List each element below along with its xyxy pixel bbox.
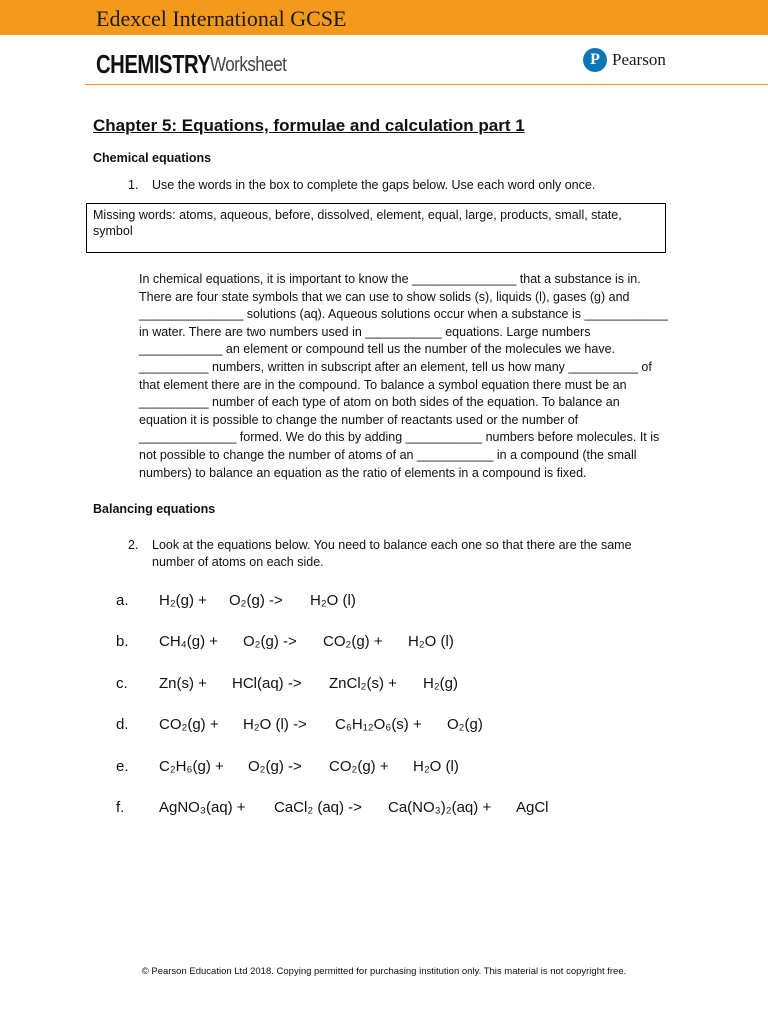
paragraph-line: equation it is possible to change the number of reactants used or the number of	[139, 412, 579, 427]
equation-term: ZnCl₂(s) +	[329, 675, 397, 692]
publisher-name: Pearson	[612, 50, 666, 69]
header-divider	[85, 84, 768, 85]
chapter-title: Chapter 5: Equations, formulae and calculation part 1	[93, 116, 525, 135]
equation-term: CO₂(g) +	[323, 633, 383, 650]
equation-term: O₂(g)	[447, 716, 483, 733]
equation-term: CO₂(g) +	[329, 758, 389, 775]
equation-term: C₂H₆(g) +	[159, 758, 224, 775]
pearson-logo-icon: P	[583, 48, 607, 72]
paragraph-line: that element there are in the compound. To balance a symbol equation there must be an	[139, 377, 627, 392]
paragraph-line: __________ numbers, written in subscript after an element, tell us how many __________ of	[139, 359, 652, 374]
equation-term: O₂(g) ->	[229, 592, 283, 609]
equation-term: H₂O (l)	[413, 758, 459, 775]
subject-title	[96, 49, 287, 80]
paragraph-line: in water. There are two numbers used in ___________ equations. Large numbers	[139, 324, 591, 339]
equation-term: O₂(g) ->	[243, 633, 297, 650]
section-heading-chemical-equations: Chemical equations	[93, 151, 212, 165]
question-number: 1.	[128, 178, 139, 192]
equation-term: Ca(NO₃)₂(aq) +	[388, 799, 492, 816]
header-bar	[0, 0, 768, 35]
equation-term: CH₄(g) +	[159, 633, 219, 650]
copyright-footer: © Pearson Education Ltd 2018. Copying permitted for purchasing institution only. This material is not copyright free.	[141, 966, 627, 977]
equation-term: H₂(g) +	[159, 592, 207, 609]
equation-label: d.	[116, 716, 129, 733]
missing-words-box: Missing words: atoms, aqueous, before, dissolved, element, equal, large, products, small, state, symbol	[86, 203, 666, 253]
question-text-line: number of atoms on each side.	[152, 555, 324, 569]
equation-term: H₂(g)	[423, 675, 458, 692]
equation-label: e.	[116, 758, 129, 775]
publisher-logo	[583, 48, 666, 72]
equation-label: c.	[116, 675, 128, 692]
question-text: Use the words in the box to complete the gaps below. Use each word only once.	[152, 178, 596, 192]
equation-term: H₂O (l)	[310, 592, 356, 609]
equation-term: CO₂(g) +	[159, 716, 219, 733]
equation-label: a.	[116, 592, 129, 609]
brand-row	[0, 35, 768, 85]
question-2	[128, 537, 632, 571]
paragraph-line: There are four state symbols that we can use to show solids (s), liquids (l), gases (g) and	[139, 289, 630, 304]
paragraph-line: ____________ an element or compound tell us the number of the molecules we have.	[139, 342, 616, 357]
paragraph-line: ______________ formed. We do this by adding ___________ numbers before molecules. It is	[139, 430, 660, 445]
equation-term: CaCl₂ (aq) ->	[274, 799, 362, 816]
subject-label: CHEMISTRY	[96, 49, 211, 79]
paragraph-line: __________ number of each type of atom on both sides of the equation. To balance an	[139, 395, 620, 410]
equation-term: C₆H₁₂O₆(s) +	[335, 716, 422, 733]
equation-term: AgCl	[516, 799, 549, 816]
section-heading-balancing-equations: Balancing equations	[93, 502, 216, 516]
question-number: 2.	[128, 538, 139, 552]
paragraph-line: not possible to change the number of atoms of an ___________ in a compound (the small	[139, 447, 637, 462]
question-1	[128, 177, 595, 194]
equation-term: Zn(s) +	[159, 675, 207, 692]
question-text-line: Look at the equations below. You need to balance each one so that there are the same	[152, 538, 632, 552]
worksheet-label: Worksheet	[210, 54, 287, 76]
fill-in-paragraph	[139, 271, 669, 482]
equation-label: b.	[116, 633, 129, 650]
equation-term: H₂O (l)	[408, 633, 454, 650]
equation-term: HCl(aq) ->	[232, 675, 302, 692]
equation-term: O₂(g) ->	[248, 758, 302, 775]
paragraph-line: _______________ solutions (aq). Aqueous solutions occur when a substance is ____________	[139, 307, 668, 322]
equation-term: H₂O (l) ->	[243, 716, 307, 733]
equation-label: f.	[116, 799, 125, 816]
paragraph-line: In chemical equations, it is important to know the _______________ that a substance is in.	[139, 272, 641, 286]
paragraph-line: numbers) to balance an equation as the ratio of elements in a compound is fixed.	[139, 465, 587, 480]
equation-term: AgNO₃(aq) +	[159, 799, 246, 816]
exam-title: Edexcel International GCSE	[96, 6, 347, 31]
